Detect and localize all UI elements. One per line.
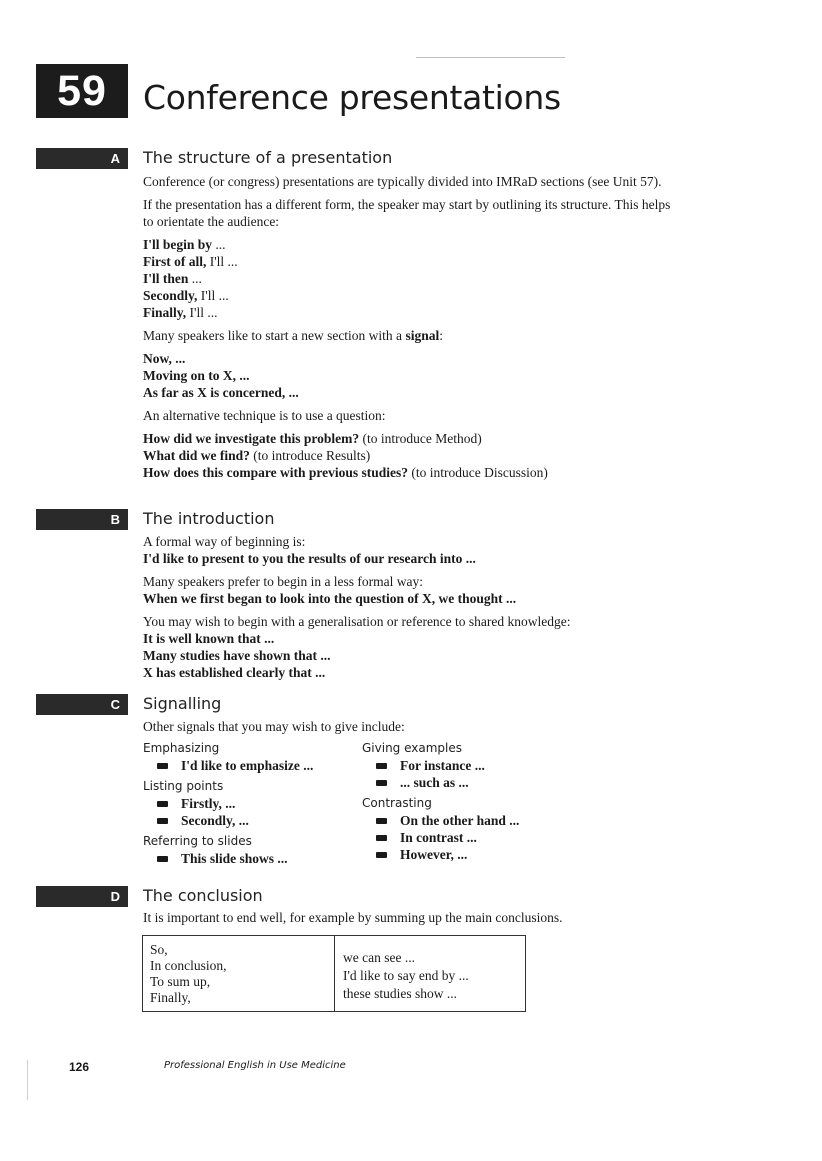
bullet-icon [157,818,168,824]
signal-item: Now, ... [143,351,186,366]
signal-bullet: In contrast ... [362,829,582,846]
signal-bullet: ... such as ... [362,774,582,791]
signal-item: As far as X is concerned, ... [143,385,299,400]
section-d-intro: It is important to end well, for example by summing up the main conclusions. [143,910,563,925]
unit-number: 59 [36,64,128,118]
top-rule [416,57,565,58]
signal-bullet: Secondly, ... [143,812,353,829]
bullet-icon [157,801,168,807]
outline-item: First of all, I'll ... [143,254,238,269]
section-b-marker: B [36,509,128,530]
bullet-icon [376,763,387,769]
continuation: these studies show ... [343,986,457,1001]
outline-item: Secondly, I'll ... [143,288,229,303]
section-c-intro: Other signals that you may wish to give include: [143,719,405,734]
page-number: 126 [69,1060,90,1074]
continuation: I'd like to say end by ... [343,968,469,983]
signal-list [143,350,683,401]
bullet-icon [376,852,387,858]
margin-rule [27,1060,28,1100]
opener: In conclusion, [150,958,227,973]
signal-bullet: However, ... [362,846,582,863]
section-b-example-5: X has established clearly that ... [143,665,326,680]
signal-group-title: Referring to slides [143,834,252,848]
section-b-example-1: I'd like to present to you the results of our research into ... [143,551,476,566]
bullet-icon [157,763,168,769]
question-item: What did we find? (to introduce Results) [143,448,371,463]
question-list [143,430,683,481]
section-a-heading: The structure of a presentation [143,148,393,167]
section-b-heading: The introduction [143,509,275,528]
book-title: Professional English in Use Medicine [164,1060,346,1071]
section-a-para-4: An alternative technique is to use a question: [143,408,386,423]
section-a-para-1: Conference (or congress) presentations are typically divided into IMRaD sections (see Unit 57). [143,174,662,189]
bullet-icon [376,780,387,786]
signal-group-title: Giving examples [362,741,463,755]
signal-group-title: Listing points [143,779,224,793]
signal-bullet: Firstly, ... [143,795,353,812]
section-c-heading: Signalling [143,694,222,713]
continuation: we can see ... [343,950,415,965]
opener: So, [150,942,168,957]
bullet-icon [376,818,387,824]
conclusion-continuations [335,936,525,1011]
section-a-para-2: If the presentation has a different form, the speaker may start by outlining its structure. This helps to orientate the audience: [143,197,671,229]
signal-column-right [362,740,582,863]
section-a-marker: A [36,148,128,169]
signal-group-title: Emphasizing [143,741,220,755]
section-b-para-2: Many speakers prefer to begin in a less formal way: [143,574,424,589]
opener: To sum up, [150,974,211,989]
section-b-para-1: A formal way of beginning is: [143,534,306,549]
bullet-icon [157,856,168,862]
signal-bullet: I'd like to emphasize ... [143,757,353,774]
question-item: How does this compare with previous studies? (to introduce Discussion) [143,465,548,480]
conclusion-openers [143,936,335,1011]
bullet-icon [376,835,387,841]
outline-item: I'll begin by ... [143,237,226,252]
section-a-para-3: Many speakers like to start a new section with a signal: [143,328,443,343]
section-b-example-4: Many studies have shown that ... [143,648,331,663]
section-b-example-2: When we first began to look into the question of X, we thought ... [143,591,517,606]
signal-item: Moving on to X, ... [143,368,250,383]
page-title: Conference presentations [143,78,561,117]
section-b-para-3: You may wish to begin with a generalisation or reference to shared knowledge: [143,614,571,629]
question-item: How did we investigate this problem? (to introduce Method) [143,431,482,446]
outline-item: Finally, I'll ... [143,305,218,320]
section-b-body [143,533,683,681]
signal-column-left [143,740,353,867]
section-d-marker: D [36,886,128,907]
section-c-marker: C [36,694,128,715]
conclusion-table [142,935,526,1012]
signal-bullet: On the other hand ... [362,812,582,829]
section-b-example-3: It is well known that ... [143,631,275,646]
outline-item: I'll then ... [143,271,202,286]
outline-list [143,236,683,321]
signal-bullet: For instance ... [362,757,582,774]
section-a-body [143,173,683,481]
signal-group-title: Contrasting [362,796,432,810]
section-d-heading: The conclusion [143,886,263,905]
opener: Finally, [150,990,191,1005]
signal-bullet: This slide shows ... [143,850,353,867]
